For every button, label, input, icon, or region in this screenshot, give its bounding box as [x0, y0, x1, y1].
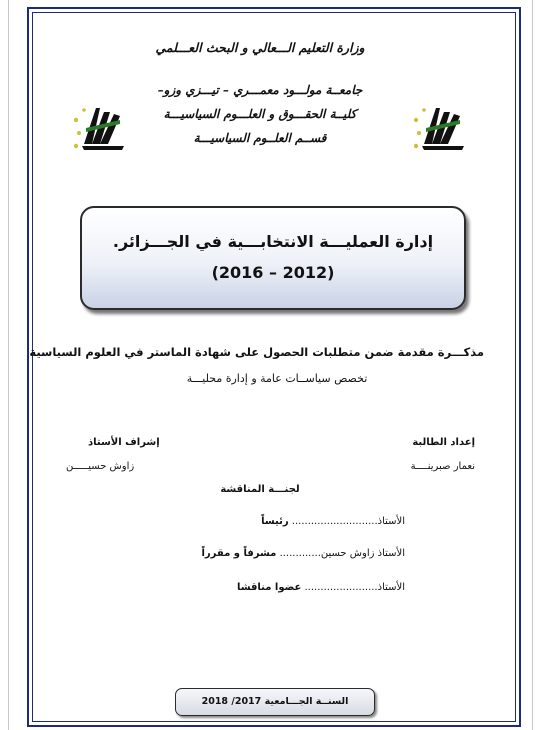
page-margin-line: [532, 0, 533, 730]
specialization: تخصص سياســات عامة و إدارة محليـــة: [186, 372, 368, 385]
committee-member-name: الأستاذ...........................: [291, 516, 405, 527]
supervisor-name: زاوش حسيـــــن: [66, 461, 135, 472]
memo-description: مذكـــرة مقدمة ضمن متطلبات الحصول على شهادة الماستر في العلوم السياسية: [29, 345, 484, 359]
committee-member-role: مشرفاً و مقرراً: [201, 548, 277, 559]
ministry-heading: وزارة التعليم الـــعالي و البحث العـــلمي: [155, 40, 365, 55]
thesis-years: (2016 – 2012): [211, 263, 335, 282]
committee-member: [202, 548, 406, 559]
page-margin-line: [8, 0, 9, 730]
department-name: قســم العلــوم السياسيـــة: [193, 131, 327, 145]
university-logo-icon: [70, 100, 130, 156]
thesis-title-box: [80, 206, 466, 310]
prepared-by-label: إعداد الطالبة: [412, 437, 475, 448]
committee-member-name: الأستاذ.......................: [304, 582, 405, 593]
committee-title: لجنـــة المناقشة: [220, 484, 300, 495]
student-name: نعمار صبرينــــة: [410, 461, 475, 472]
thesis-title: إدارة العمليـــة الانتخابـــية في الجـــزائر.: [112, 232, 434, 251]
committee-member: [237, 582, 405, 593]
committee-member: [261, 516, 405, 527]
committee-member-role: عضوا مناقشا: [236, 582, 302, 593]
supervisor-label: إشراف الأستاذ: [88, 437, 160, 448]
institution-block: [140, 78, 380, 150]
committee-member-name: الأستاذ زاوش حسين.............: [279, 548, 405, 559]
committee-member-role: رئيساً: [261, 516, 289, 527]
academic-year: السنــة الجـــامعية 2017/ 2018: [175, 688, 375, 716]
university-name: جامعــة مولـــود معمـــري – تيـــزي وزو–: [157, 83, 363, 97]
faculty-name: كليــة الحقـــوق و العلـــوم السياسيـــة: [163, 107, 357, 121]
university-logo-icon: [410, 100, 470, 156]
